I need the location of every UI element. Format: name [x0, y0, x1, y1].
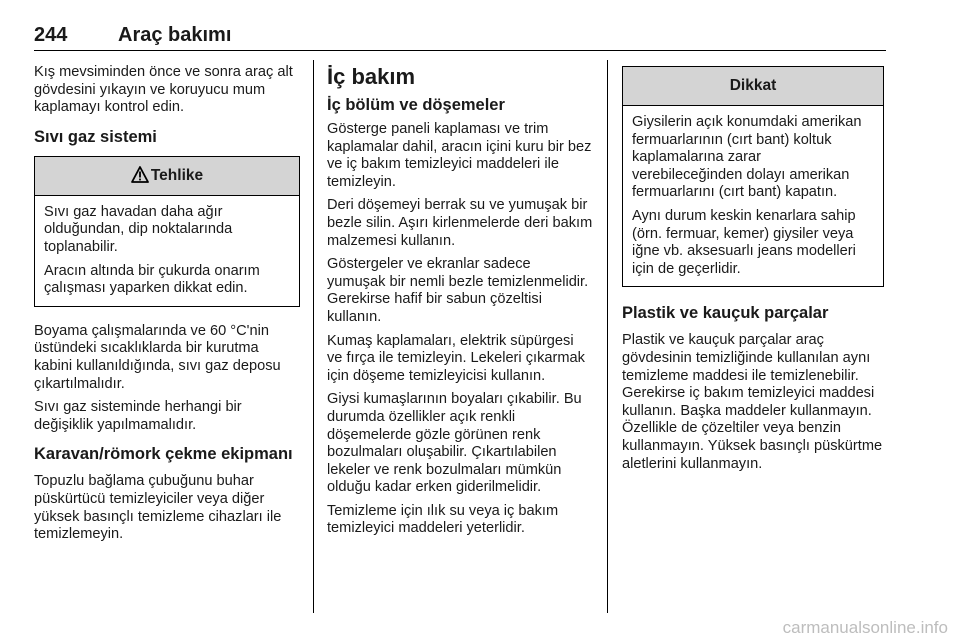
section-subtitle: İç bölüm ve döşemeler [327, 96, 505, 114]
column-left [34, 64, 300, 550]
warning-triangle-icon [131, 160, 149, 198]
column-right [622, 64, 884, 479]
interior-paragraph-6: Temizleme için ılık su veya iç bakım temizleyici maddeleri yeterlidir. [327, 502, 559, 537]
danger-paragraph-1: Sıvı gaz havadan daha ağır olduğundan, dip noktalarında toplanabilir. [44, 203, 233, 255]
plastic-heading: Plastik ve kauçuk parçalar [622, 304, 829, 323]
page-header [34, 24, 886, 51]
caution-paragraph-2: Aynı durum keskin kenarlara sahip (örn. fermuar, kemer) giysiler veya iğne vb. aksesuarlı jeans modelleri için de geçerlidir. [632, 207, 856, 277]
caution-box-body [623, 106, 883, 286]
interior-paragraph-2: Deri döşemeyi berrak su ve yumuşak bir bezle silin. Aşırı kirlenmelerde deri bakım malzemesi kullanın. [327, 197, 593, 249]
no-change-paragraph: Sıvı gaz sisteminde herhangi bir değişiklik yapılmamalıdır. [34, 399, 242, 433]
chapter-title: Araç bakımı [118, 24, 232, 46]
interior-paragraph-5: Giysi kumaşlarının boyaları çıkabilir. Bu durumda özellikler açık renkli döşemelerde gözle görünen renk bozulmaları oluşabilir. Çıkartılabilen lekeler ve renk bozulmaları mümkün olduğu kadar erken giderilmelidir. [327, 391, 582, 496]
intro-paragraph: Kış mevsiminden önce ve sonra araç alt gövdesini yıkayın ve koruyucu mum kaplamayı kontrol edin. [34, 64, 293, 116]
caution-box-header: Dikkat [623, 67, 883, 106]
column-divider-1 [313, 60, 314, 613]
interior-paragraph-4: Kumaş kaplamaları, elektrik süpürgesi ve fırça ile temizleyin. Lekeleri çıkarmak için döşeme temizleyicisi kullanın. [327, 332, 585, 384]
danger-box-header [35, 157, 299, 196]
plastic-paragraph: Plastik ve kauçuk parçalar araç gövdesinin temizliğinde kullanılan aynı temizleme maddesi ile temizlenebilir. Gerekirse iç bakım temizleyici maddesi kullanın. Başka maddeler kullanmayın. Özellikle de çözeltiler veya benzin kullanmayın. Yüksek basınçlı püskürtme aletlerini kullanmayın. [622, 332, 883, 472]
danger-box-body [35, 196, 299, 306]
column-middle [327, 64, 593, 544]
caution-box [622, 66, 884, 287]
danger-box-title: Tehlike [150, 166, 204, 184]
towbar-paragraph: Topuzlu bağlama çubuğunu buhar püskürtücü temizleyiciler veya diğer yüksek basınçlı temizleme cihazları ile temizlemeyin. [34, 473, 282, 543]
danger-box [34, 156, 300, 307]
paint-paragraph: Boyama çalışmalarında ve 60 °C'nin üstündeki sıcaklıklarda bir kurutma kabini kullanıldığında, sıvı gaz deposu çıkartılmalıdır. [34, 322, 281, 392]
caution-paragraph-1: Giysilerin açık konumdaki amerikan fermuarlarının (cırt bant) koltuk kaplamalarına zarar verebileceğinden dolayı amerikan fermuarlarını (cırt bant) kapatın. [632, 114, 862, 201]
watermark: carmanualsonline.info [782, 618, 948, 637]
interior-paragraph-3: Göstergeler ve ekranlar sadece yumuşak bir nemli bezle temizlenmelidir. Gerekirse hafif bir sabun çözeltisi kullanın. [327, 256, 589, 325]
column-divider-2 [607, 60, 608, 613]
towbar-heading: Karavan/römork çekme ekipmanı [34, 445, 293, 464]
lpg-heading: Sıvı gaz sistemi [34, 127, 157, 146]
section-title: İç bakım [327, 64, 416, 89]
danger-paragraph-2: Aracın altında bir çukurda onarım çalışması yaparken dikkat edin. [44, 262, 260, 297]
interior-paragraph-1: Gösterge paneli kaplaması ve trim kaplamalar dahil, aracın içini kuru bir bez ve iç bakım temizleyici maddeleri ile temizleyin. [327, 121, 592, 190]
page-number: 244 [34, 24, 68, 46]
